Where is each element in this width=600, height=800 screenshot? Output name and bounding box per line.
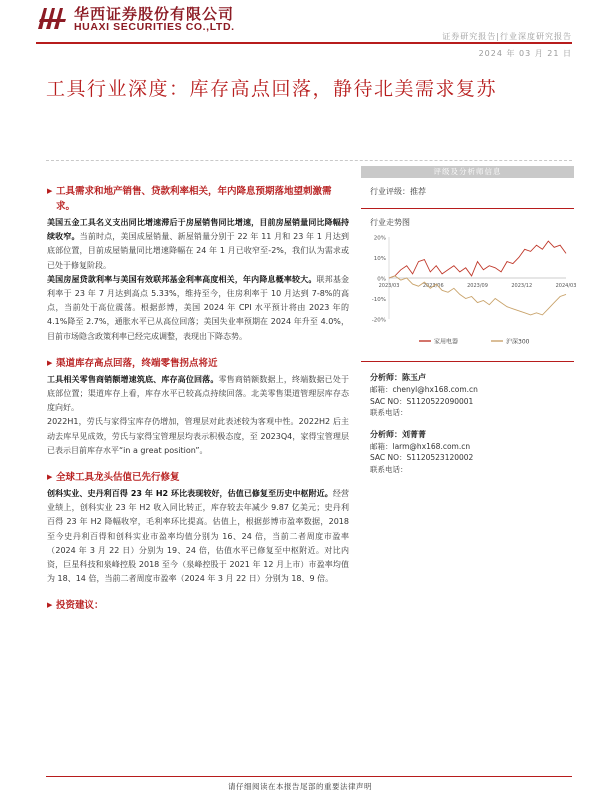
paragraph-body: 联邦基金利率于 23 年 7 月达到高点 5.33%，维持至今，住房利率于 10 月达到 7-8%的高点，当前处于高位震荡。根据彭博，美国 2024 年 CPI 水平预计将由 2023 年的 4.1%降至 2.7%，通胀水平已从高位回落；美国失业率预期在 2024 年升至 4.0%，目前市场隐含政策利率已经完成调整，表现出下降态势。 bbox=[47, 274, 349, 341]
report-title: 工具行业深度：库存高点回落，静待北美需求复苏 bbox=[46, 78, 498, 100]
summary-column bbox=[47, 184, 349, 615]
paragraph-body: 当前时点，美国成屋销量、新屋销量分别于 22 年 11 月和 23 年 1 月达到底部位置，目前成屋销量同比增速降幅在 24 年 1 月已收窄至-2%，我们认为需求或已处于修复阶段。 bbox=[47, 232, 349, 270]
sidebar-header: 评级及分析师信息 bbox=[361, 166, 574, 178]
section-heading: ▶ 工具需求和地产销售、贷款利率相关，年内降息预期落地望刺激需求。 bbox=[47, 184, 349, 214]
legal-footer: 请仔细阅读在本报告尾部的重要法律声明 bbox=[228, 782, 372, 791]
x-tick-label: 2023/06 bbox=[422, 283, 444, 289]
report-date: 2024 年 03 月 21 日 bbox=[478, 49, 572, 58]
y-tick-label: -10% bbox=[371, 297, 386, 303]
paragraph-lead: 工具相关零售商销额增速筑底、库存高位回落。 bbox=[47, 374, 219, 384]
analyst-name: 分析师：陈玉卢 bbox=[370, 373, 426, 382]
section-heading: ▶ 投资建议： bbox=[47, 598, 349, 613]
x-tick-label: 2024/03 bbox=[555, 283, 577, 289]
paragraph bbox=[47, 216, 349, 273]
company-name-cn: 华西证券股份有限公司 bbox=[74, 5, 235, 23]
paragraph-body: 零售商销额数据上，终端数据已处于底部位置；渠道库存上看，库存水平已较高点持续回落。北美零售渠道管理层库存态度向好。 bbox=[47, 374, 349, 413]
paragraph bbox=[47, 273, 349, 344]
legend-label: 沪深300 bbox=[506, 338, 530, 346]
title-divider bbox=[46, 160, 572, 161]
analyst-block bbox=[361, 372, 574, 419]
industry-trend-chart bbox=[361, 231, 577, 361]
industry-rating: 行业评级：推荐 bbox=[370, 187, 426, 196]
paragraph-lead: 创科实业、史丹利百得 23 年 H2 环比表现较好，估值已修复至历史中枢附近。 bbox=[47, 489, 333, 499]
huaxi-logo-icon bbox=[36, 5, 68, 31]
report-type: 证券研究报告|行业深度研究报告 bbox=[442, 32, 572, 41]
sidebar-rule bbox=[361, 361, 574, 362]
page-header bbox=[0, 0, 600, 60]
header-rule bbox=[36, 42, 572, 44]
analyst-sac: SAC NO：S1120522090001 bbox=[370, 396, 474, 406]
y-tick-label: 0% bbox=[377, 276, 386, 283]
analyst-sac: SAC NO：S1120523120002 bbox=[370, 453, 474, 462]
paragraph-body: 经营业绩上，创科实业 23 年 H2 收入同比转正，库存较去年减少 9.87 亿美元；史丹利百得 23 年 H2 降幅收窄，毛利率环比提高。估值上，根据彭博市盈率数据，2018 至今史丹利百得和创科实业市盈率均值分别为 16、24 倍，当前二者周度市盈率（2024 年 3 月 22 日）分别为 19、24 倍，估值水平已修复至中枢附近。对比内资，巨星科技和泉峰控股 2018 至今（泉峰控股于 2021 年 12 月上市）市盈率均值为 18、14 倍，当前二者周度市盈率（2024 年 3 月 22 日）分别为 18、9 倍。 bbox=[47, 489, 349, 584]
info-sidebar bbox=[361, 166, 577, 475]
analyst-email[interactable]: 邮箱：larm@hx168.com.cn bbox=[370, 441, 471, 451]
paragraph bbox=[47, 487, 349, 586]
trend-chart-label: 行业走势图 bbox=[370, 218, 410, 227]
paragraph-body: 2022H1，劳氏与家得宝库存仍增加，管理层对此表述较为客观中性。2022H2 后主动去库早见成效，劳氏与家得宝管理层均表示积极态度，至 2023Q4，家得宝管理层已表示目前库存水平“in a great position”。 bbox=[47, 417, 349, 455]
series-line bbox=[389, 241, 566, 278]
paragraph bbox=[47, 373, 349, 416]
analyst-phone: 联系电话： bbox=[370, 464, 408, 474]
paragraph-lead: 美国五金工具名义支出同比增速滞后于房屋销售同比增速，目前房屋销量同比降幅持续收窄。 bbox=[47, 218, 349, 242]
paragraph-lead: 美国房屋贷款利率与美国有效联邦基金利率高度相关，年内降息概率较大。 bbox=[47, 274, 317, 284]
legend-label: 家用电器 bbox=[434, 338, 459, 346]
section-heading: ▶ 全球工具龙头估值已先行修复 bbox=[47, 470, 349, 485]
series-line bbox=[389, 276, 566, 315]
y-tick-label: 10% bbox=[373, 256, 386, 262]
analyst-name: 分析师：刘菁菁 bbox=[370, 429, 426, 439]
company-name-en: HUAXI SECURITIES CO.,LTD. bbox=[74, 21, 235, 33]
analyst-block bbox=[361, 429, 574, 476]
analyst-phone: 联系电话： bbox=[370, 408, 408, 417]
footer-rule bbox=[46, 776, 572, 777]
section-heading: ▶ 渠道库存高点回落，终端零售拐点将近 bbox=[47, 356, 349, 371]
y-tick-label: -20% bbox=[371, 317, 386, 324]
paragraph bbox=[47, 415, 349, 458]
x-tick-label: 2023/09 bbox=[467, 283, 488, 289]
x-tick-label: 2023/12 bbox=[511, 283, 533, 289]
y-tick-label: 20% bbox=[373, 235, 386, 242]
x-tick-label: 2023/03 bbox=[378, 283, 400, 289]
analyst-email[interactable]: 邮箱：chenyl@hx168.com.cn bbox=[370, 385, 478, 394]
